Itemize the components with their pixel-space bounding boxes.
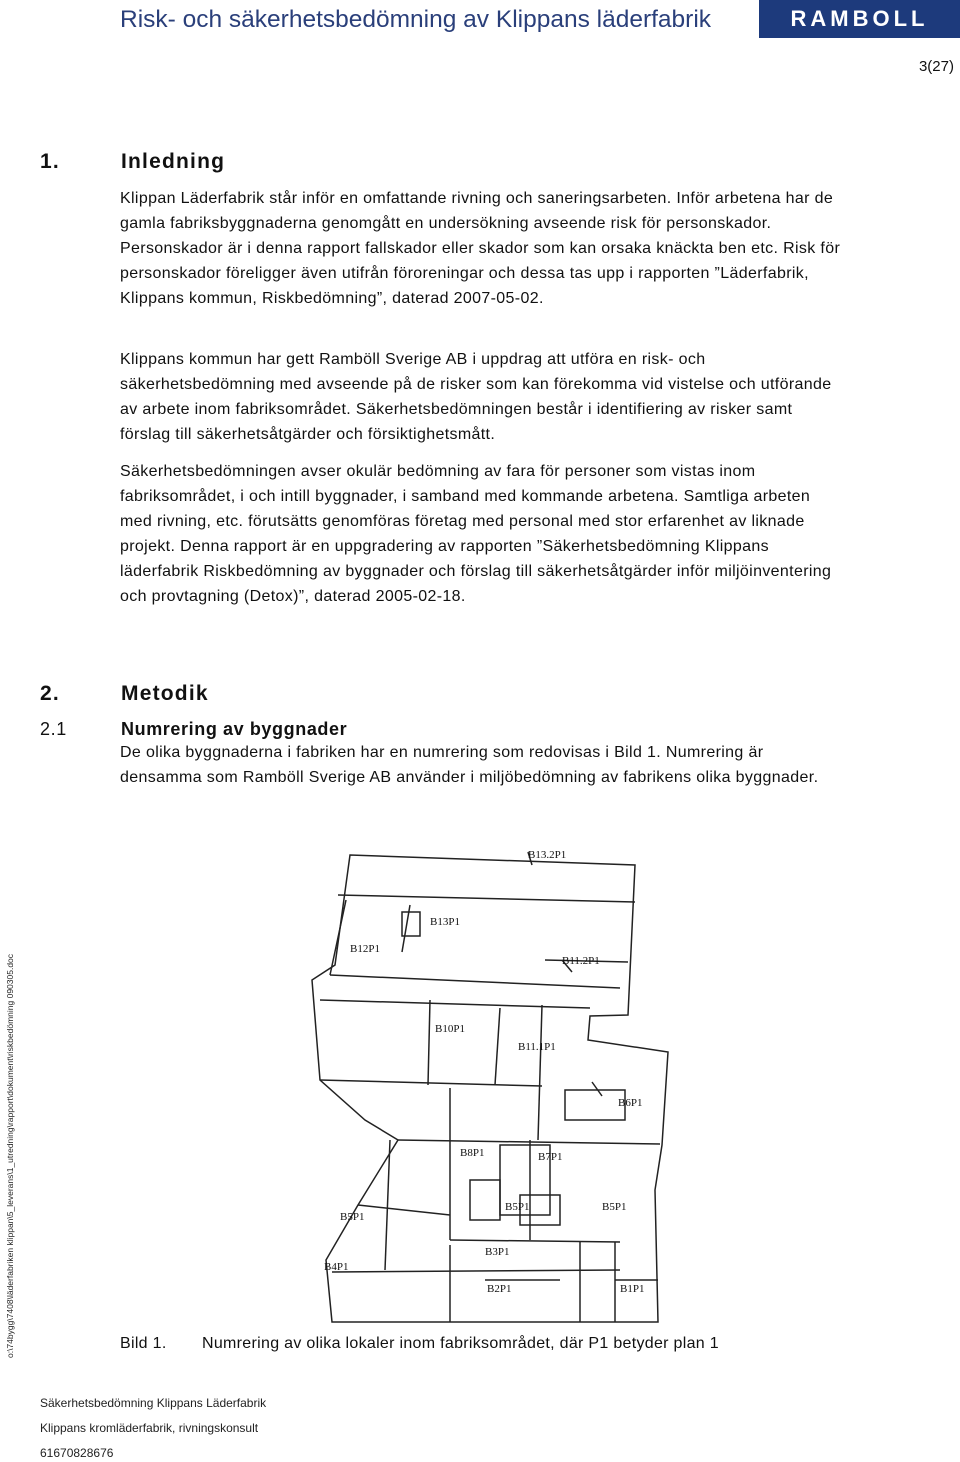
room-block	[470, 1180, 500, 1220]
plan-label: B6P1	[618, 1097, 643, 1109]
wall-line	[320, 1000, 590, 1008]
ramboll-logo: RAMBOLL	[759, 0, 960, 38]
building-plan-drawing	[290, 840, 680, 1330]
wall-line	[358, 1205, 450, 1215]
plan-label: B13.2P1	[528, 849, 567, 861]
paragraph-intro-3: Säkerhetsbedömningen avser okulär bedömning av fara för personer som vistas inom fabriksområdet, i och intill byggnader, i samband med kommande arbetena. Samtliga arbeten med rivning, etc. förutsätts genomföras företag med personal med stor erfarenhet av liknade projekt. Denna rapport är en uppgradering av rapporten ”Säkerhetsbedömning Klippans läderfabrik Riskbedömning av byggnader och förslag till säkerhetsåtgärder inför miljöinventering och provtagning (Detox)”, daterad 2005-02-18.	[120, 463, 832, 605]
paragraph-numbering: De olika byggnaderna i fabriken har en numrering som redovisas i Bild 1. Numrering är densamma som Ramböll Sverige AB använder i miljöbedömning av fabrikens olika byggnader.	[120, 744, 819, 786]
caption-label: Bild 1.	[120, 1335, 167, 1352]
section-number: 1.	[40, 150, 60, 173]
section-number: 2.	[40, 682, 60, 705]
section-title: Inledning	[121, 150, 226, 173]
wall-line	[330, 900, 346, 975]
paragraph-intro-2: Klippans kommun har gett Ramböll Sverige AB i uppdrag att utföra en risk- och säkerhetsbedömning med avseende på de risker som kan förekomma vid vistelse och utförande av arbete inom fabriksområdet. Säkerhetsbedömningen består i identifiering av risker samt förslag till säkerhetsåtgärder och försiktighetsmått.	[120, 351, 832, 443]
plan-label: B12P1	[350, 943, 380, 955]
wall-line	[538, 1005, 542, 1140]
plan-label: B7P1	[538, 1151, 563, 1163]
figure-caption	[120, 1335, 719, 1353]
section-title: Metodik	[121, 682, 209, 705]
wall-line	[398, 1140, 660, 1144]
room-block	[565, 1090, 625, 1120]
subsection-title: Numrering av byggnader	[121, 719, 348, 739]
footer-line-2: Klippans kromläderfabrik, rivningskonsult	[40, 1421, 259, 1435]
plan-label: B8P1	[460, 1147, 485, 1159]
subsection-number: 2.1	[40, 719, 67, 739]
plan-label: B4P1	[324, 1261, 349, 1273]
wall-line	[330, 975, 620, 988]
wall-line	[320, 1080, 542, 1086]
wall-line	[428, 1000, 430, 1085]
plan-label: B3P1	[485, 1246, 510, 1258]
plan-label: B11.2P1	[562, 955, 600, 967]
plan-label: B5P1	[602, 1201, 627, 1213]
wall-line	[338, 895, 635, 902]
leader-line	[592, 1082, 602, 1096]
plan-label: B2P1	[487, 1283, 512, 1295]
wall-line	[495, 1008, 500, 1085]
wall-line	[332, 1270, 620, 1272]
plan-label: B5P1	[505, 1201, 530, 1213]
caption-text: Numrering av olika lokaler inom fabriksområdet, där P1 betyder plan 1	[202, 1335, 719, 1352]
plan-label: B5P1	[340, 1211, 365, 1223]
footer-line-3: 61670828676	[40, 1446, 114, 1460]
file-path-margin: o:\74bygg\7408\läderfabriken klippan\5_leverans\1_utredning\rapport\dokument\riskbedömning 090305.doc	[5, 953, 15, 1358]
wall-line	[450, 1240, 620, 1242]
paragraph-intro-1: Klippan Läderfabrik står inför en omfattande rivning och saneringsarbeten. Inför arbetena har de gamla fabriksbyggnaderna genomgått en undersökning avseende risk för personskador. Personskador är i denna rapport fallskador eller skador som kan orsaka knäckta ben etc. Risk för personskador föreligger även utifrån föroreningar och dessa tas upp i rapporten ”Läderfabrik, Klippans kommun, Riskbedömning”, daterad 2007-05-02.	[120, 190, 841, 307]
document-title: Risk- och säkerhetsbedömning av Klippans läderfabrik	[120, 6, 712, 33]
plan-label: B1P1	[620, 1283, 645, 1295]
plan-label: B10P1	[435, 1023, 465, 1035]
plan-label: B13P1	[430, 916, 460, 928]
footer-line-1: Säkerhetsbedömning Klippans Läderfabrik	[40, 1396, 267, 1410]
page-number: 3(27)	[918, 58, 954, 75]
plan-label: B11.1P1	[518, 1041, 556, 1053]
